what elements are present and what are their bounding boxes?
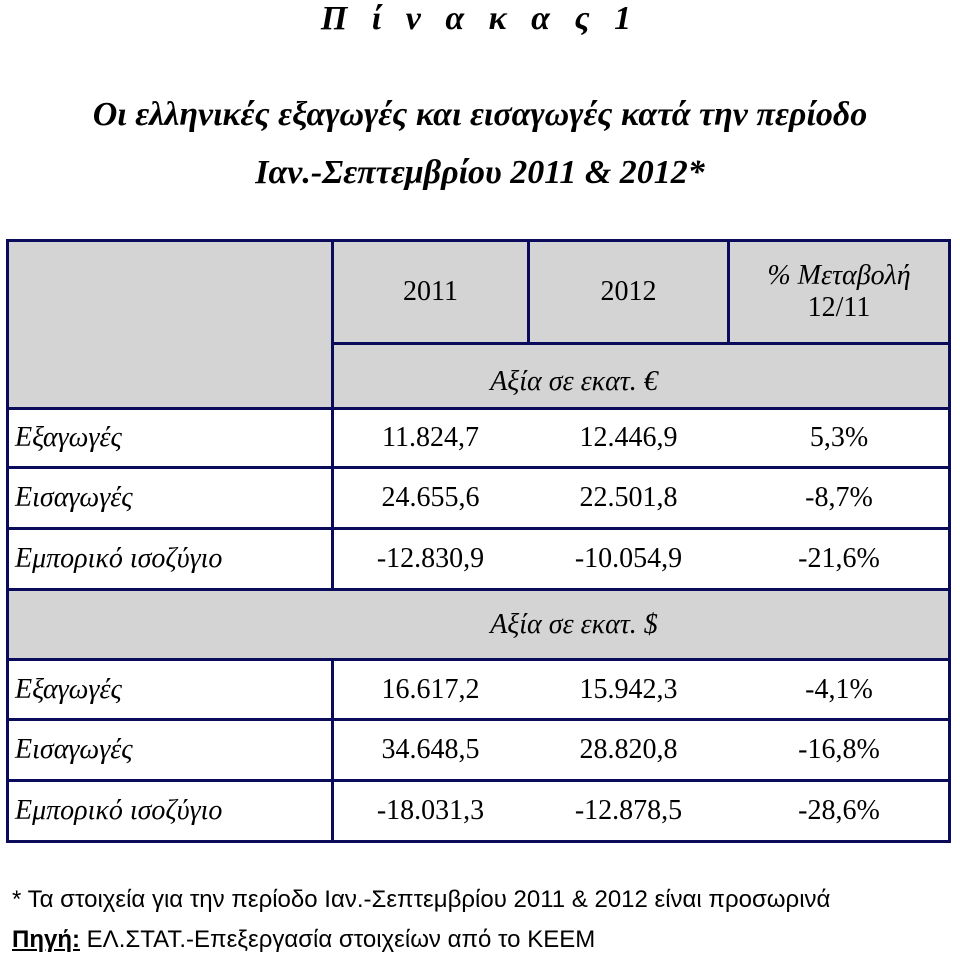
row-label: Εισαγωγές — [15, 482, 133, 513]
row-label: Εμπορικό ισοζύγιο — [15, 795, 223, 826]
source-line — [12, 926, 595, 954]
row-change: 5,3% — [809, 422, 869, 453]
grid-line — [9, 588, 948, 591]
source-text: ΕΛ.ΣΤΑΤ.-Επεξεργασία στοιχείων από το ΚΕΕΜ — [80, 926, 596, 953]
row-value-2012: 22.501,8 — [579, 482, 678, 513]
row-value-2012: 15.942,3 — [579, 673, 678, 705]
header-change-line2: 12/11 — [807, 292, 871, 323]
grid-line — [9, 658, 948, 661]
row-change: -21,6% — [798, 543, 880, 574]
row-value-2012: -12.878,5 — [574, 795, 683, 826]
table-title-line2: Ιαν.-Σεπτεμβρίου 2011 & 2012* — [255, 154, 705, 191]
grid-line — [9, 466, 948, 469]
grid-line — [727, 242, 730, 342]
row-label: Εμπορικό ισοζύγιο — [15, 543, 223, 574]
header-empty-cell — [9, 242, 331, 407]
trade-table — [6, 239, 951, 843]
header-year-2012: 2012 — [600, 276, 657, 307]
row-value-2011: -12.830,9 — [376, 543, 485, 574]
footnote: * Τα στοιχεία για την περίοδο Ιαν.-Σεπτεμβρίου 2011 & 2012 είναι προσωρινά — [12, 886, 831, 913]
row-value-2012: 12.446,9 — [579, 422, 678, 453]
grid-line — [9, 527, 948, 530]
row-change: -4,1% — [805, 673, 873, 705]
table-title-line1: Οι ελληνικές εξαγωγές και εισαγωγές κατά την περίοδο — [92, 96, 868, 133]
source-label: Πηγή: — [12, 926, 80, 953]
row-value-2011: 11.824,7 — [382, 422, 479, 453]
grid-line — [331, 342, 948, 345]
row-label: Εξαγωγές — [15, 422, 122, 453]
grid-line — [9, 407, 948, 410]
row-value-2011: 16.617,2 — [381, 673, 480, 705]
row-value-2011: 24.655,6 — [381, 482, 480, 513]
grid-line — [331, 658, 334, 840]
unit-label-euro: Αξία σε εκατ. € — [490, 366, 658, 397]
row-value-2012: 28.820,8 — [579, 734, 678, 765]
grid-line — [9, 718, 948, 721]
row-value-2012: -10.054,9 — [574, 543, 683, 574]
grid-line — [331, 242, 334, 588]
row-value-2011: 34.648,5 — [381, 734, 480, 765]
row-label: Εισαγωγές — [15, 734, 133, 765]
grid-line — [9, 779, 948, 782]
unit-label-dollar: Αξία σε εκατ. $ — [490, 608, 658, 640]
header-change — [730, 252, 948, 332]
grid-line — [527, 242, 530, 342]
table-label: Π ί ν α κ α ς 1 — [320, 0, 640, 37]
row-value-2011: -18.031,3 — [376, 795, 485, 826]
header-year-2011: 2011 — [403, 276, 458, 307]
header-change-line1: % Μεταβολή — [767, 260, 911, 291]
row-change: -28,6% — [798, 795, 880, 826]
row-change: -8,7% — [805, 482, 873, 513]
row-label: Εξαγωγές — [15, 673, 122, 705]
row-change: -16,8% — [798, 734, 880, 765]
